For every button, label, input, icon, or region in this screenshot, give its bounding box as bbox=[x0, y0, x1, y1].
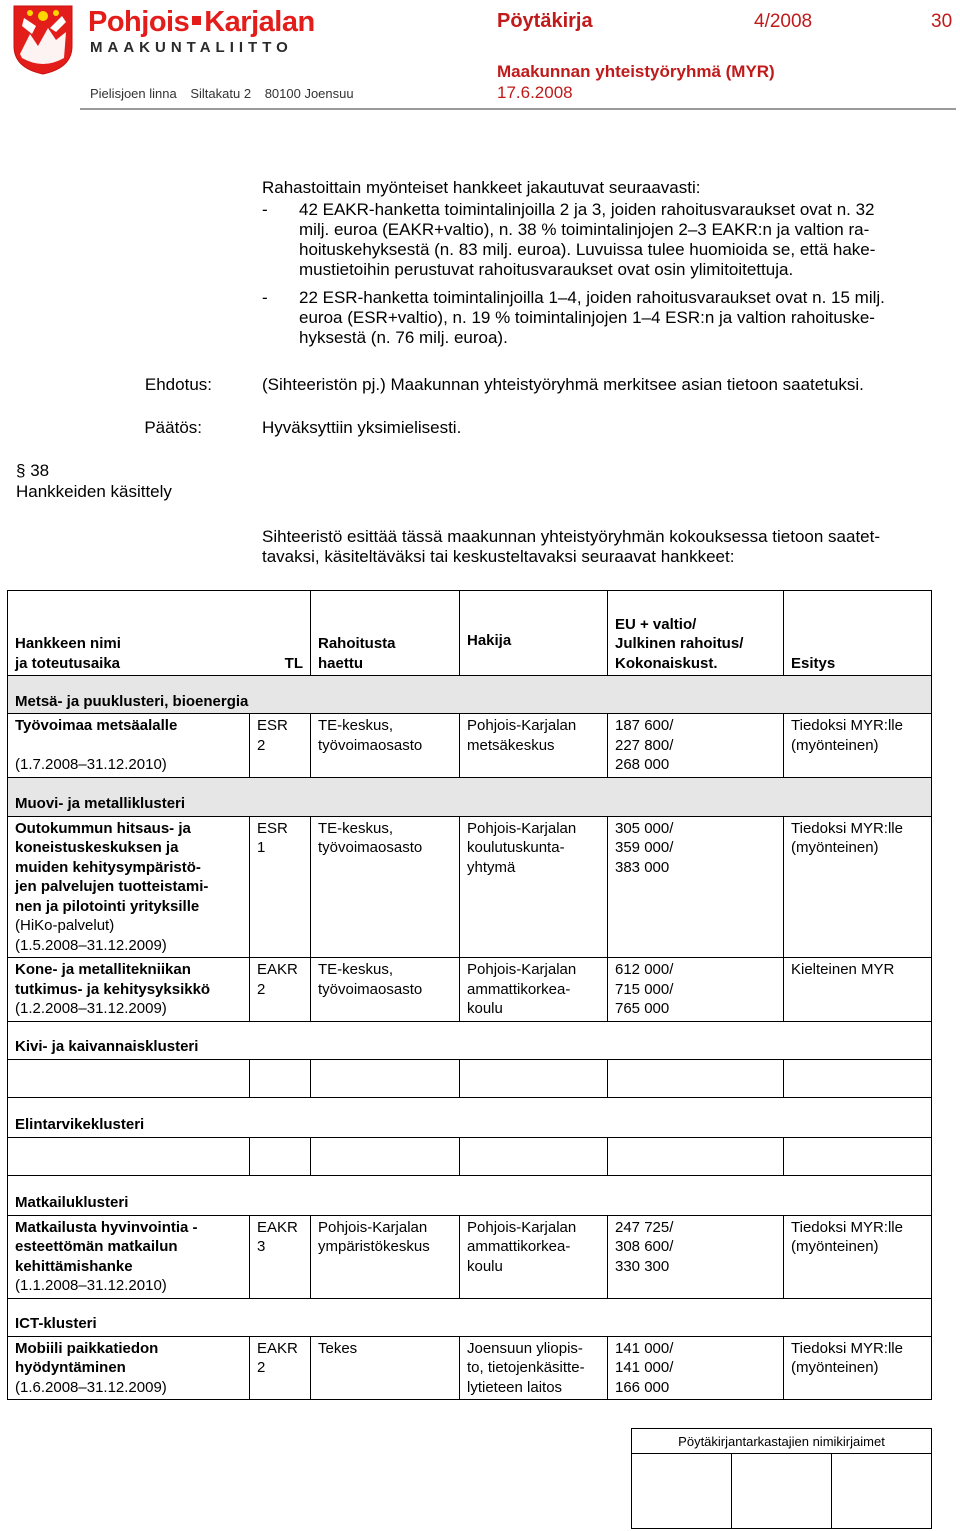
category-row bbox=[8, 1097, 932, 1137]
empty-row bbox=[8, 1137, 932, 1175]
signature-label: Pöytäkirjantarkastajien nimikirjaimet bbox=[632, 1429, 932, 1454]
bullet-text bbox=[299, 200, 944, 280]
org-name bbox=[88, 6, 315, 39]
bullet-dash: - bbox=[262, 288, 268, 307]
table-row bbox=[8, 958, 932, 1022]
bullet-line: 22 ESR-hanketta toimintalinjoilla 1–4, joiden rahoitusvaraukset ovat n. 15 milj. bbox=[299, 288, 885, 307]
document-number: 4/2008 bbox=[754, 11, 813, 32]
address-street: Siltakatu 2 bbox=[190, 86, 252, 101]
group-name: Maakunnan yhteistyöryhmä (MYR) bbox=[497, 62, 775, 81]
lead-line: tavaksi, käsiteltäväksi tai keskusteltavaksi seuraavat hankkeet: bbox=[262, 547, 735, 566]
table-header-row bbox=[8, 591, 932, 676]
project-applicant: Joensuun yliopis- to, tietojenkäsitte- lytieteen laitos bbox=[460, 1336, 608, 1400]
project-amounts: 612 000/ 715 000/ 765 000 bbox=[608, 958, 784, 1022]
empty-cell bbox=[608, 1059, 784, 1097]
empty-cell bbox=[311, 1059, 460, 1097]
empty-cell bbox=[8, 1059, 250, 1097]
category-row bbox=[8, 1021, 932, 1059]
meeting-date: 17.6.2008 bbox=[497, 83, 573, 102]
document-type: Pöytäkirja bbox=[497, 10, 593, 32]
table-row bbox=[8, 1336, 932, 1400]
project-amounts: 187 600/ 227 800/ 268 000 bbox=[608, 714, 784, 778]
decision-text: Hyväksyttiin yksimielisesti. bbox=[262, 418, 462, 437]
empty-cell bbox=[784, 1059, 932, 1097]
lead-line: Sihteeristö esittää tässä maakunnan yhteistyöryhmän kokouksessa tietoon saatet- bbox=[262, 527, 881, 546]
bullet-line: euroa (ESR+valtio), n. 19 % toimintalinjojen 1–4 ESR:n ja valtion rahoituske- bbox=[299, 308, 875, 327]
address-postal: 80100 Joensuu bbox=[264, 86, 354, 101]
bullet-line: 42 EAKR-hanketta toimintalinjoilla 2 ja 3, joiden rahoitusvaraukset ovat n. 32 bbox=[299, 200, 875, 219]
bullet-dash: - bbox=[262, 200, 268, 219]
category-row bbox=[8, 1298, 932, 1336]
address bbox=[90, 86, 364, 101]
project-proposal: Tiedoksi MYR:lle (myönteinen) bbox=[784, 1215, 932, 1298]
category-label: Matkailuklusteri bbox=[8, 1175, 932, 1215]
header-funding: Rahoitusta haettu bbox=[311, 591, 460, 676]
proposal-text: (Sihteeristön pj.) Maakunnan yhteistyöryhmä merkitsee asian tietoon saatetuksi. bbox=[262, 375, 864, 394]
category-row bbox=[8, 777, 932, 816]
category-label: Kivi- ja kaivannaisklusteri bbox=[8, 1021, 932, 1059]
category-row bbox=[8, 676, 932, 714]
address-building: Pielisjoen linna bbox=[90, 86, 177, 101]
header-amounts: EU + valtio/ Julkinen rahoitus/ Kokonaiskust. bbox=[608, 591, 784, 676]
org-name-dot bbox=[192, 16, 201, 25]
intro-text: Rahastoittain myönteiset hankkeet jakautuvat seuraavasti: bbox=[262, 178, 701, 197]
project-funding: TE-keskus, työvoimaosasto bbox=[311, 816, 460, 958]
project-funding: Tekes bbox=[311, 1336, 460, 1400]
org-name-left: Pohjois bbox=[88, 6, 190, 38]
category-label: Elintarvikeklusteri bbox=[8, 1097, 932, 1137]
empty-cell bbox=[460, 1059, 608, 1097]
header-applicant: Hakija bbox=[460, 591, 608, 676]
bullet-text bbox=[299, 288, 944, 348]
category-label: Metsä- ja puuklusteri, bioenergia bbox=[8, 676, 932, 714]
project-name: Kone- ja metallitekniikan tutkimus- ja kehitysyksikkö (1.2.2008–31.12.2009) bbox=[8, 958, 250, 1022]
project-name: Outokummun hitsaus- ja koneistuskeskuksen ja muiden kehitysympäristö- jen palvelujen tuotteistami- nen ja pilotointi yrityksille (HiKo-palvelut) (1.5.2008–31.12.2009) bbox=[8, 816, 250, 958]
project-tl: ESR 1 bbox=[250, 816, 311, 958]
project-tl: EAKR 2 bbox=[250, 958, 311, 1022]
section-title: Hankkeiden käsittely bbox=[16, 482, 172, 501]
bullet-line: milj. euroa (EAKR+valtio), n. 38 % toimintalinjojen 2–3 EAKR:n ja valtion ra- bbox=[299, 220, 870, 239]
signature-box bbox=[631, 1428, 932, 1529]
projects-table bbox=[7, 590, 932, 1400]
project-proposal: Tiedoksi MYR:lle (myönteinen) bbox=[784, 1336, 932, 1400]
project-proposal: Tiedoksi MYR:lle (myönteinen) bbox=[784, 816, 932, 958]
table-row bbox=[8, 714, 932, 778]
signature-cell[interactable] bbox=[732, 1454, 832, 1529]
empty-cell bbox=[460, 1137, 608, 1175]
empty-cell bbox=[608, 1137, 784, 1175]
table-row bbox=[8, 816, 932, 958]
bullet-line: mustietoihin perustuvat rahoitusvaraukset ovat osin ylimitoitettuja. bbox=[299, 260, 794, 279]
signature-cell[interactable] bbox=[632, 1454, 732, 1529]
category-label: ICT-klusteri bbox=[8, 1298, 932, 1336]
signature-cell[interactable] bbox=[832, 1454, 932, 1529]
header-name: Hankkeen nimi ja toteutusaika bbox=[8, 591, 250, 676]
header-tl: TL bbox=[250, 591, 311, 676]
category-row bbox=[8, 1175, 932, 1215]
header-proposal: Esitys bbox=[784, 591, 932, 676]
project-amounts: 305 000/ 359 000/ 383 000 bbox=[608, 816, 784, 958]
lead-paragraph bbox=[262, 527, 952, 567]
decision-label: Päätös: bbox=[144, 418, 202, 437]
category-label: Muovi- ja metalliklusteri bbox=[8, 777, 932, 816]
project-applicant: Pohjois-Karjalan koulutuskunta- yhtymä bbox=[460, 816, 608, 958]
empty-row bbox=[8, 1059, 932, 1097]
project-applicant: Pohjois-Karjalan ammattikorkea- koulu bbox=[460, 958, 608, 1022]
project-tl: ESR 2 bbox=[250, 714, 311, 778]
regional-council-logo bbox=[10, 4, 76, 76]
project-amounts: 247 725/ 308 600/ 330 300 bbox=[608, 1215, 784, 1298]
project-proposal: Tiedoksi MYR:lle (myönteinen) bbox=[784, 714, 932, 778]
project-tl: EAKR 2 bbox=[250, 1336, 311, 1400]
org-subtitle: MAAKUNTALIITTO bbox=[90, 39, 293, 56]
project-applicant: Pohjois-Karjalan ammattikorkea- koulu bbox=[460, 1215, 608, 1298]
empty-cell bbox=[784, 1137, 932, 1175]
project-name: Työvoimaa metsäalalle (1.7.2008–31.12.2010) bbox=[8, 714, 250, 778]
bullet-line: hyksestä (n. 76 milj. euroa). bbox=[299, 328, 508, 347]
empty-cell bbox=[311, 1137, 460, 1175]
section-number: § 38 bbox=[16, 461, 50, 480]
page-number: 30 bbox=[931, 11, 953, 32]
header-divider bbox=[80, 108, 956, 110]
bullet-line: hoituskehyksestä (n. 83 milj. euroa). Luvuissa tulee huomioida se, että hake- bbox=[299, 240, 876, 259]
table-row bbox=[8, 1215, 932, 1298]
project-name: Mobiili paikkatiedon hyödyntäminen (1.6.2008–31.12.2009) bbox=[8, 1336, 250, 1400]
section-number-value: 38 bbox=[30, 461, 50, 480]
proposal-label: Ehdotus: bbox=[144, 375, 212, 394]
empty-cell bbox=[250, 1137, 311, 1175]
project-applicant: Pohjois-Karjalan metsäkeskus bbox=[460, 714, 608, 778]
project-tl: EAKR 3 bbox=[250, 1215, 311, 1298]
project-name: Matkailusta hyvinvointia - esteettömän matkailun kehittämishanke (1.1.2008–31.12.2010) bbox=[8, 1215, 250, 1298]
empty-cell bbox=[250, 1059, 311, 1097]
project-funding: Pohjois-Karjalan ympäristökeskus bbox=[311, 1215, 460, 1298]
project-proposal: Kielteinen MYR bbox=[784, 958, 932, 1022]
org-name-right: Karjalan bbox=[204, 6, 315, 38]
project-funding: TE-keskus, työvoimaosasto bbox=[311, 714, 460, 778]
project-amounts: 141 000/ 141 000/ 166 000 bbox=[608, 1336, 784, 1400]
empty-cell bbox=[8, 1137, 250, 1175]
project-funding: TE-keskus, työvoimaosasto bbox=[311, 958, 460, 1022]
